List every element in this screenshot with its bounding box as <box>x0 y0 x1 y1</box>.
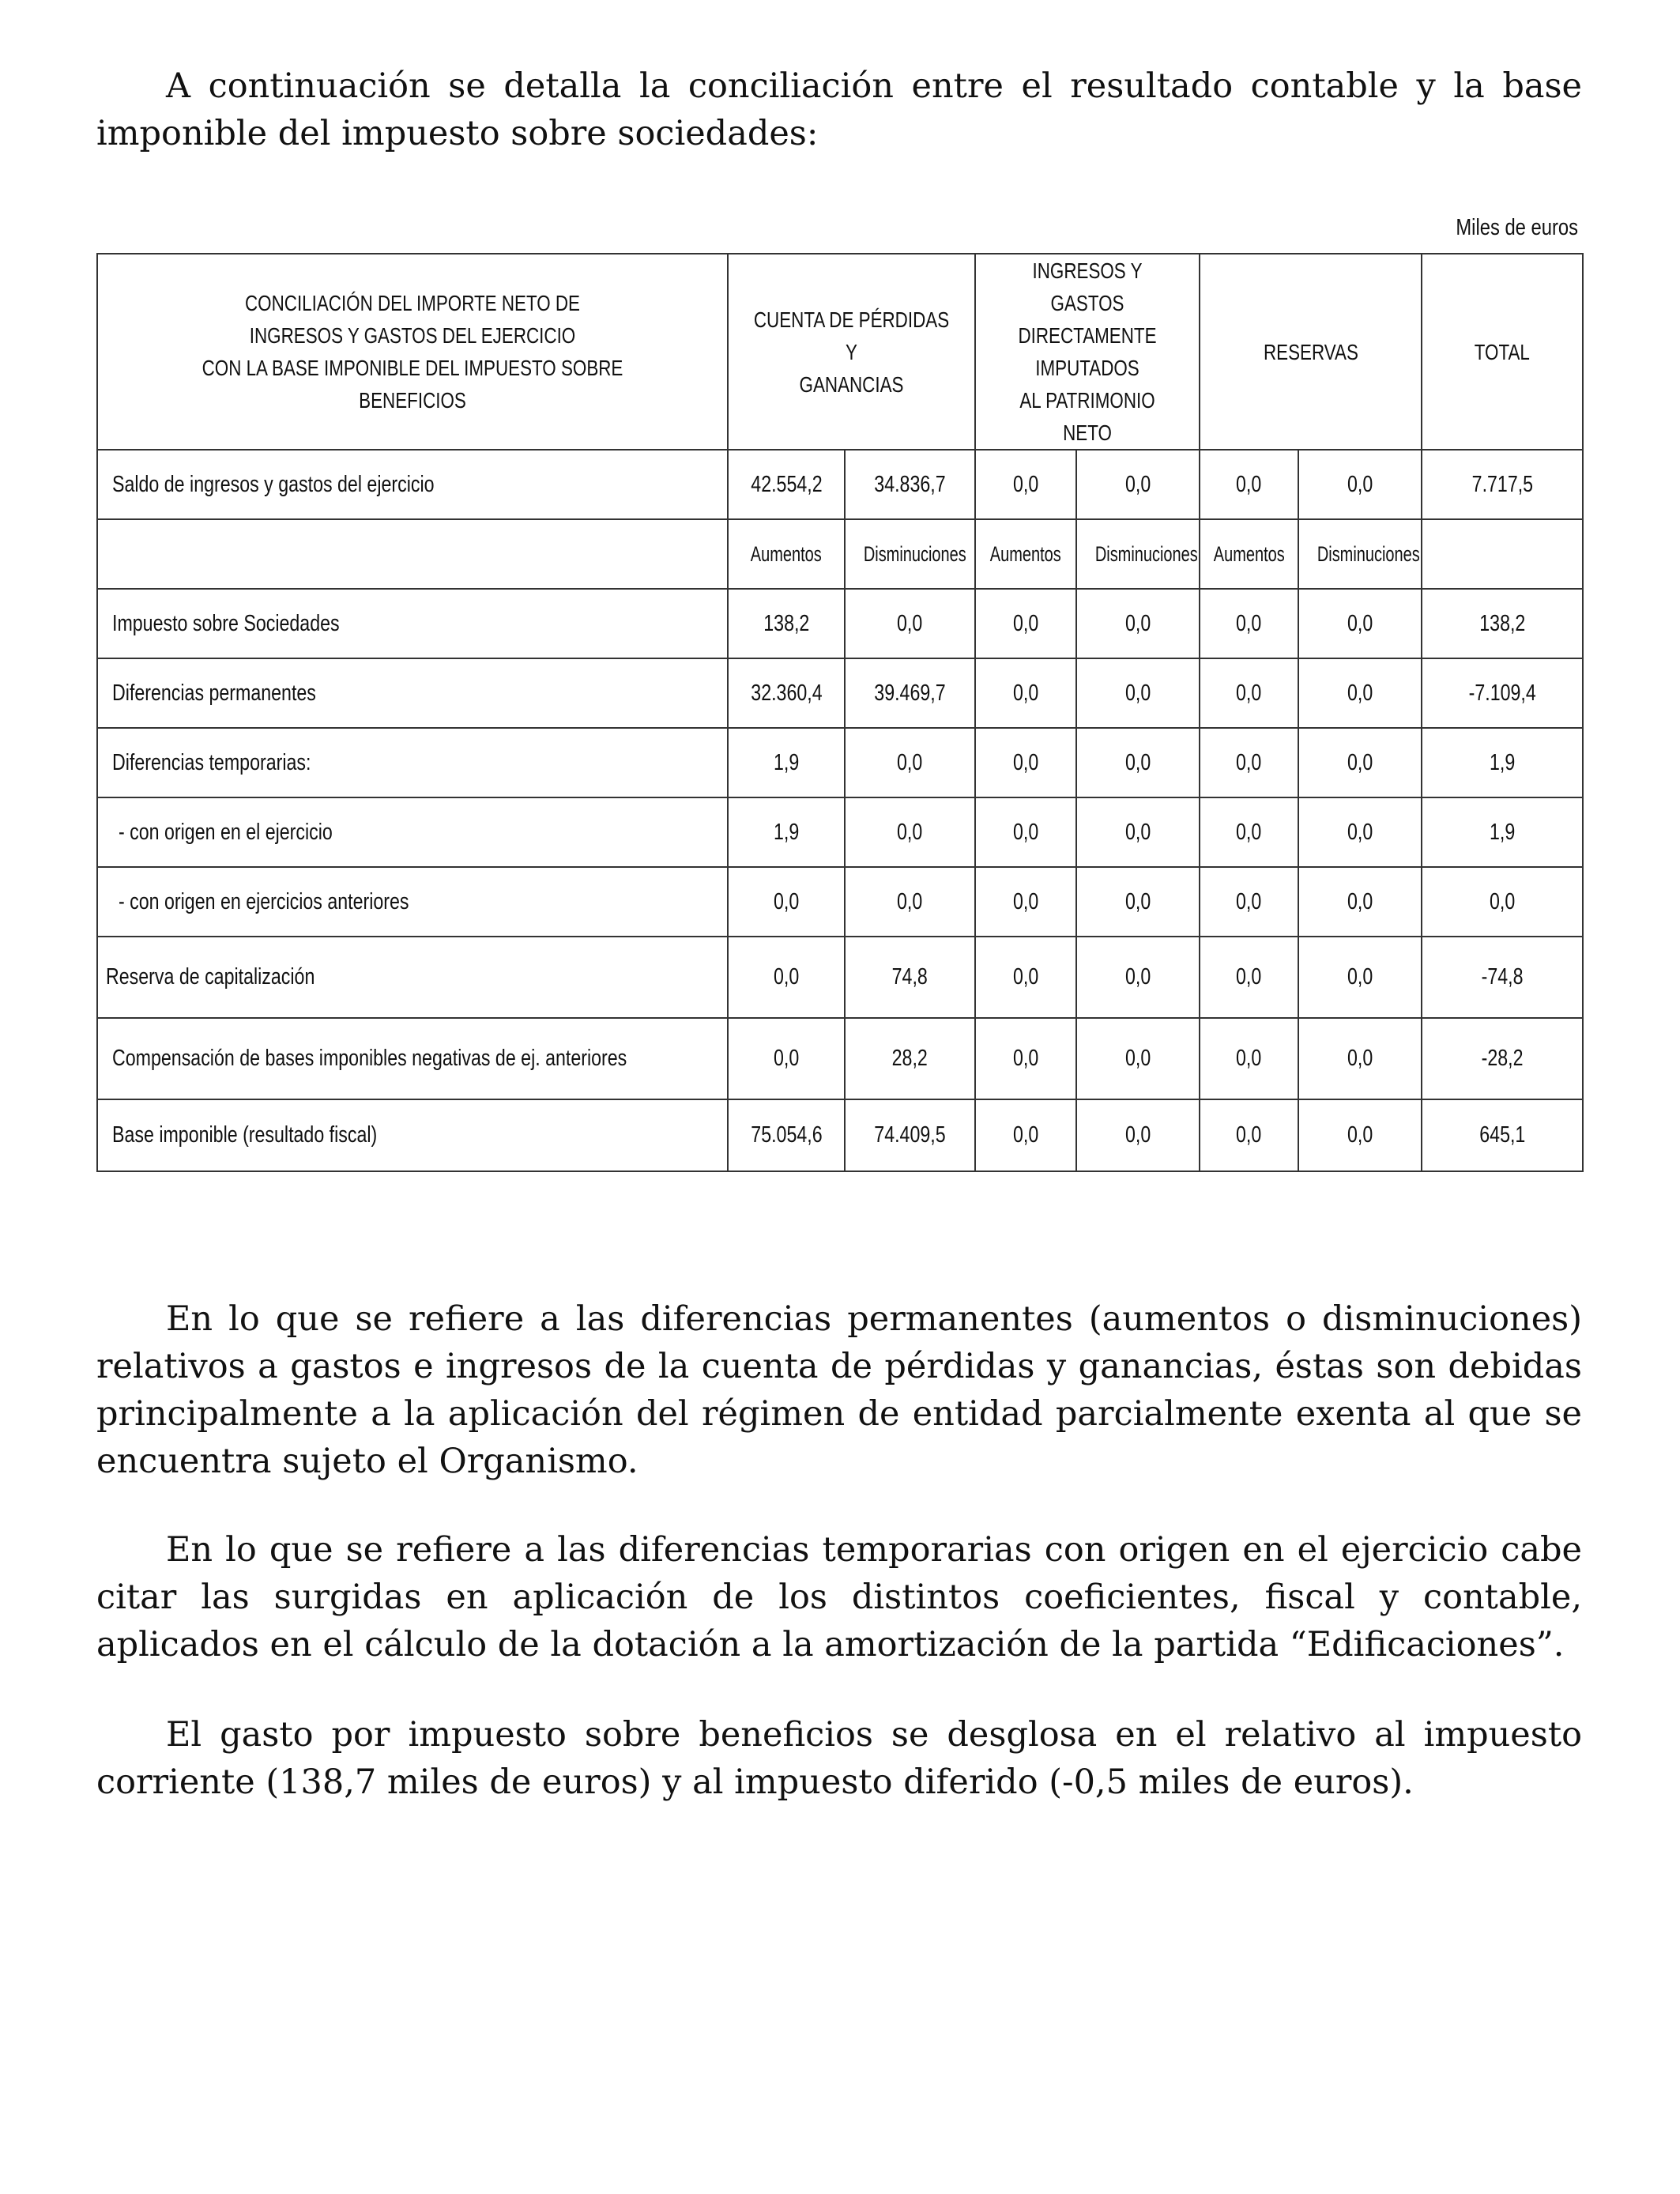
subheader-aumentos: Aumentos <box>728 519 845 589</box>
cell-value: 0,0 <box>1076 589 1200 658</box>
row-label: - con origen en el ejercicio <box>97 797 728 867</box>
row-label: Impuesto sobre Sociedades <box>97 589 728 658</box>
header-reservas: RESERVAS <box>1200 254 1422 450</box>
subheader-aumentos: Aumentos <box>975 519 1076 589</box>
cell-value: 0,0 <box>1200 1018 1298 1099</box>
cell-value: 1,9 <box>728 728 845 797</box>
cell-total: 138,2 <box>1422 589 1583 658</box>
table-row <box>97 1018 1583 1099</box>
cell-value: 32.360,4 <box>728 658 845 728</box>
cell-value: 0,0 <box>1298 728 1422 797</box>
cell-value: 0,0 <box>1200 450 1298 519</box>
cell-value: 0,0 <box>1076 450 1200 519</box>
cell-value: 138,2 <box>728 589 845 658</box>
table-row <box>97 589 1583 658</box>
cell-value: 0,0 <box>728 1018 845 1099</box>
row-label: Saldo de ingresos y gastos del ejercicio <box>97 450 728 519</box>
cell-value: 42.554,2 <box>728 450 845 519</box>
cell-value: 0,0 <box>1298 1099 1422 1171</box>
cell-value: 0,0 <box>845 589 975 658</box>
table-subheader-row <box>97 519 1583 589</box>
cell-value: 0,0 <box>1298 797 1422 867</box>
subheader-empty <box>97 519 728 589</box>
cell-value: 0,0 <box>1298 937 1422 1018</box>
cell-value: 0,0 <box>975 450 1076 519</box>
cell-value: 34.836,7 <box>845 450 975 519</box>
paragraph-diferencias-permanentes: En lo que se refiere a las diferencias permanentes (aumentos o disminuciones) relativos a gastos e ingresos de la cuenta de pérdidas y ganancias, éstas son debidas principalmente a la aplicación del régimen de entidad parcialmente exenta al que se encuentra sujeto el Organismo. <box>96 1299 1582 1481</box>
cell-value: 28,2 <box>845 1018 975 1099</box>
subheader-aumentos: Aumentos <box>1200 519 1298 589</box>
cell-value: 0,0 <box>1298 1018 1422 1099</box>
cell-value: 0,0 <box>1298 450 1422 519</box>
row-label: Diferencias temporarias: <box>97 728 728 797</box>
cell-value: 74.409,5 <box>845 1099 975 1171</box>
subheader-empty <box>1422 519 1583 589</box>
cell-value: 0,0 <box>975 937 1076 1018</box>
cell-value: 0,0 <box>1076 867 1200 937</box>
cell-value: 0,0 <box>1076 797 1200 867</box>
cell-value: 74,8 <box>845 937 975 1018</box>
cell-value: 0,0 <box>1076 937 1200 1018</box>
cell-total: -28,2 <box>1422 1018 1583 1099</box>
table-row-saldo <box>97 450 1583 519</box>
cell-total: -7.109,4 <box>1422 658 1583 728</box>
cell-value: 0,0 <box>1076 1099 1200 1171</box>
reconciliation-table <box>96 253 1584 1172</box>
table-row-base-imponible <box>97 1099 1583 1171</box>
cell-value: 0,0 <box>975 1099 1076 1171</box>
header-patrimonio-neto: INGRESOS Y GASTOS DIRECTAMENTE IMPUTADOS AL PATRIMONIO NETO <box>975 254 1200 450</box>
cell-total: 1,9 <box>1422 728 1583 797</box>
cell-value: 0,0 <box>975 797 1076 867</box>
row-label: Reserva de capitalización <box>97 937 728 1018</box>
cell-value: 1,9 <box>728 797 845 867</box>
cell-value: 39.469,7 <box>845 658 975 728</box>
cell-value: 0,0 <box>1200 797 1298 867</box>
subheader-disminuciones: Disminuciones <box>1076 519 1200 589</box>
cell-value: 0,0 <box>975 589 1076 658</box>
cell-value: 0,0 <box>728 937 845 1018</box>
cell-total: 645,1 <box>1422 1099 1583 1171</box>
units-label: Miles de euros <box>1456 215 1578 240</box>
cell-value: 75.054,6 <box>728 1099 845 1171</box>
cell-total: 0,0 <box>1422 867 1583 937</box>
cell-value: 0,0 <box>975 658 1076 728</box>
cell-value: 0,0 <box>845 867 975 937</box>
header-concept: CONCILIACIÓN DEL IMPORTE NETO DE INGRESOS Y GASTOS DEL EJERCICIO CON LA BASE IMPONIBLE DEL IMPUESTO SOBRE BENEFICIOS <box>97 254 728 450</box>
cell-value: 0,0 <box>975 728 1076 797</box>
table-header-row <box>97 254 1583 450</box>
cell-total: -74,8 <box>1422 937 1583 1018</box>
cell-value: 0,0 <box>1076 728 1200 797</box>
cell-value: 0,0 <box>1298 589 1422 658</box>
header-cuenta-pyg: CUENTA DE PÉRDIDAS Y GANANCIAS <box>728 254 975 450</box>
cell-value: 0,0 <box>1298 867 1422 937</box>
cell-value: 0,0 <box>1200 1099 1298 1171</box>
cell-value: 0,0 <box>1200 589 1298 658</box>
row-label: - con origen en ejercicios anteriores <box>97 867 728 937</box>
row-label: Compensación de bases imponibles negativas de ej. anteriores <box>97 1018 728 1099</box>
cell-total: 1,9 <box>1422 797 1583 867</box>
cell-value: 0,0 <box>1200 867 1298 937</box>
row-label: Diferencias permanentes <box>97 658 728 728</box>
cell-value: 0,0 <box>1200 937 1298 1018</box>
table-row <box>97 867 1583 937</box>
paragraph-gasto-impuesto: El gasto por impuesto sobre beneficios se desglosa en el relativo al impuesto corriente (138,7 miles de euros) y al impuesto diferido (-0,5 miles de euros). <box>96 1715 1582 1802</box>
table-row <box>97 658 1583 728</box>
cell-value: 0,0 <box>1076 658 1200 728</box>
table-row <box>97 728 1583 797</box>
cell-value: 0,0 <box>1076 1018 1200 1099</box>
header-total: TOTAL <box>1422 254 1583 450</box>
cell-value: 0,0 <box>975 867 1076 937</box>
cell-value: 0,0 <box>1200 728 1298 797</box>
cell-total: 7.717,5 <box>1422 450 1583 519</box>
cell-value: 0,0 <box>1298 658 1422 728</box>
cell-value: 0,0 <box>1200 658 1298 728</box>
subheader-disminuciones: Disminuciones <box>1298 519 1422 589</box>
row-label: Base imponible (resultado fiscal) <box>97 1099 728 1171</box>
intro-paragraph <box>96 62 1582 157</box>
cell-value: 0,0 <box>845 728 975 797</box>
table-row <box>97 937 1583 1018</box>
intro-text: A continuación se detalla la conciliación entre el resultado contable y la base imponible del impuesto sobre sociedades: <box>96 66 1582 153</box>
paragraph-diferencias-temporarias: En lo que se refiere a las diferencias temporarias con origen en el ejercicio cabe citar las surgidas en aplicación de los distintos coeficientes, fiscal y contable, aplicados en el cálculo de la dotación a la amortización de la partida “Edificaciones”. <box>96 1530 1582 1664</box>
table-row <box>97 797 1583 867</box>
subheader-disminuciones: Disminuciones <box>845 519 975 589</box>
cell-value: 0,0 <box>975 1018 1076 1099</box>
cell-value: 0,0 <box>728 867 845 937</box>
cell-value: 0,0 <box>845 797 975 867</box>
